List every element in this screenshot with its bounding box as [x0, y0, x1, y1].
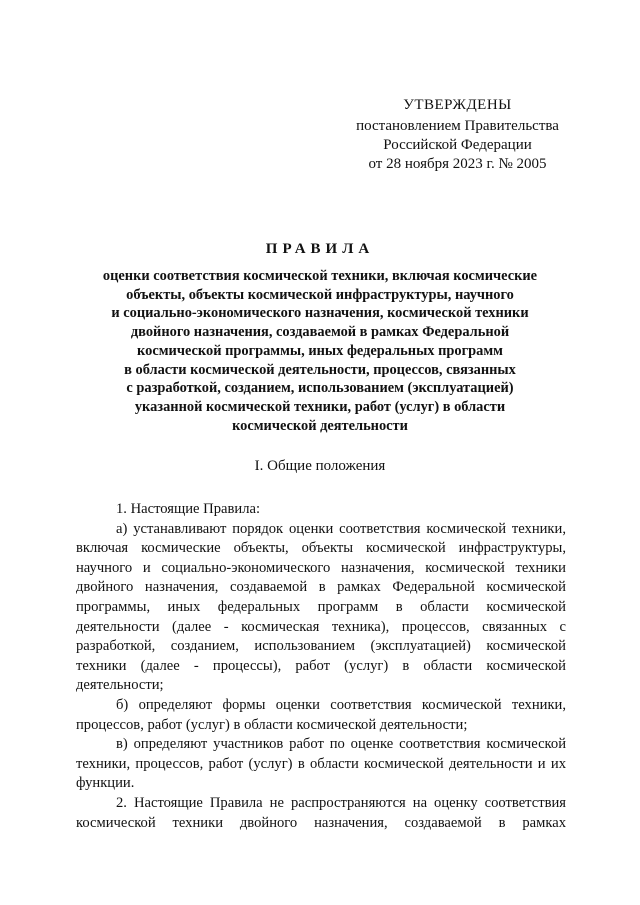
- subtitle-line: объекты, объекты космической инфраструктуры, научного: [126, 286, 514, 303]
- subtitle-line: указанной космической техники, работ (услуг) в области: [134, 398, 506, 415]
- approval-stamp: [330, 96, 585, 174]
- paragraph-1a: а) устанавливают порядок оценки соответствия космической техники, включая космические объекты, объекты космической инфраструктуры, научного и социально-экономического назначения, космической техники двойного назначения, создаваемой в рамках Федеральной космической программы, иных федеральных программ в области космической деятельности (далее - космическая техника), процессов, связанных с разработкой, созданием, использованием (эксплуатацией) космической техники (далее - процессы), работ (услуг) в области космической деятельности;: [76, 520, 566, 694]
- paragraph-2: 2. Настоящие Правила не распространяются на оценку соответствия космической техники двойного назначения, создаваемой в рамках: [76, 794, 566, 831]
- document-title: ПРАВИЛА: [265, 241, 375, 257]
- paragraph-1: 1. Настоящие Правила:: [116, 501, 261, 517]
- document-body: [76, 500, 566, 833]
- paragraph-1b: б) определяют формы оценки соответствия космической техники, процессов, работ (услуг) в области космической деятельности;: [76, 696, 566, 733]
- approval-line: Российской Федерации: [383, 137, 532, 153]
- subtitle-line: космической программы, иных федеральных программ: [137, 342, 503, 359]
- subtitle-line: двойного назначения, создаваемой в рамках Федеральной: [130, 324, 510, 341]
- subtitle-line: и социально-экономического назначения, космической техники: [111, 305, 529, 322]
- section-heading: I. Общие положения: [254, 458, 386, 474]
- subtitle-line: космической деятельности: [232, 417, 408, 434]
- subtitle-line: оценки соответствия космической техники, включая космические: [102, 268, 538, 284]
- subtitle-line: с разработкой, созданием, использованием (эксплуатацией): [126, 380, 514, 397]
- approval-heading: УТВЕРЖДЕНЫ: [403, 97, 512, 113]
- subtitle-line: в области космической деятельности, процессов, связанных: [124, 361, 516, 378]
- approval-line: постановлением Правительства: [356, 118, 559, 134]
- approval-line: от 28 ноября 2023 г. № 2005: [368, 156, 547, 172]
- document-subtitle: [62, 267, 578, 435]
- paragraph-1c: в) определяют участников работ по оценке соответствия космической техники, процессов, работ (услуг) в области космической деятельности и их функции.: [76, 736, 566, 792]
